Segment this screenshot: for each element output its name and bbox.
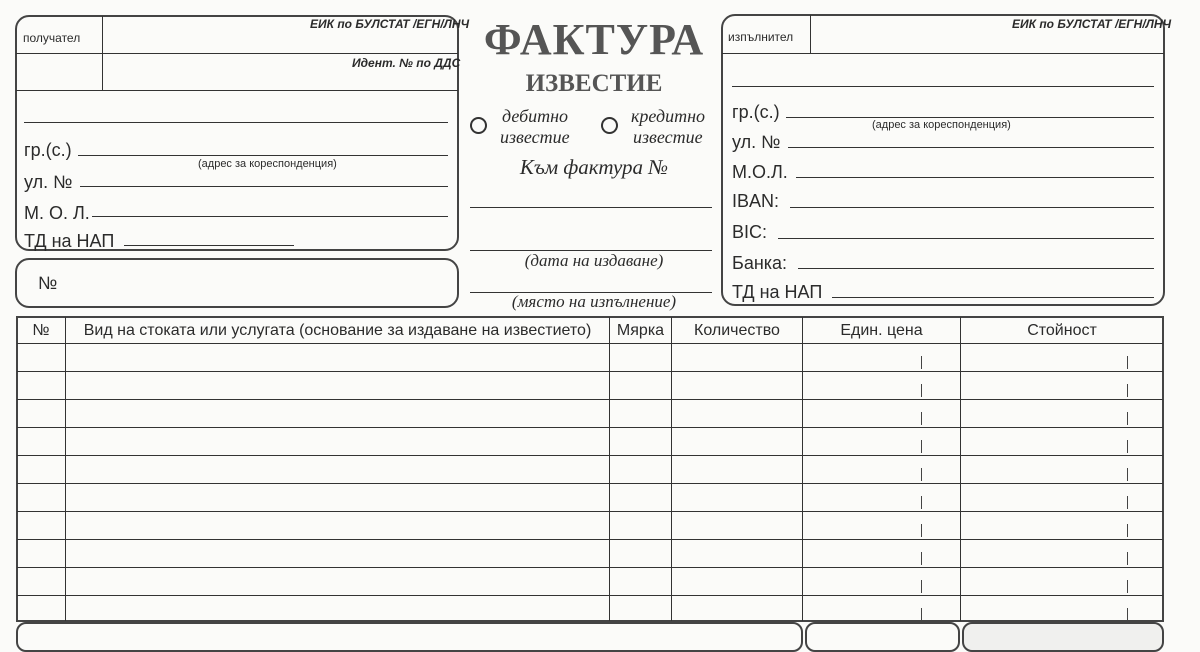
supplier-label: изпълнител	[728, 30, 794, 44]
debit-label-2: известие	[500, 127, 570, 147]
supplier-bic-line[interactable]	[778, 238, 1154, 239]
recipient-city-label: гр.(с.)	[24, 140, 72, 160]
bottom-box-middle	[805, 622, 960, 652]
supplier-name-line[interactable]	[732, 86, 1154, 87]
decimal-tick	[1127, 384, 1128, 397]
supplier-mol-label: М.О.Л.	[732, 162, 788, 182]
table-row[interactable]	[17, 344, 1163, 371]
col-header-quantity: Количество	[694, 322, 780, 339]
supplier-eik-label: ЕИК по БУЛСТАТ /ЕГН/ЛНЧ	[1012, 17, 1172, 31]
table-row[interactable]	[17, 428, 1163, 455]
recipient-city-line[interactable]	[78, 155, 448, 156]
col-header-number: №	[32, 322, 50, 339]
col-header-value: Стойност	[1027, 322, 1097, 339]
issue-date-label: (дата на издаване)	[524, 251, 664, 270]
document-subtitle: ИЗВЕСТИЕ	[525, 70, 663, 97]
recipient-street-line[interactable]	[80, 186, 448, 187]
to-invoice-line[interactable]	[470, 207, 712, 208]
decimal-tick	[921, 580, 922, 593]
supplier-nap-label: ТД на НАП	[732, 282, 823, 302]
supplier-iban-line[interactable]	[790, 207, 1154, 208]
supplier-address-note: (адрес за кореспонденция)	[872, 119, 1011, 131]
number-box[interactable]	[15, 258, 459, 308]
bottom-box-left	[16, 622, 803, 652]
decimal-tick	[921, 384, 922, 397]
number-label: №	[38, 273, 58, 293]
decimal-tick	[921, 356, 922, 369]
decimal-tick	[921, 608, 922, 621]
decimal-tick	[921, 412, 922, 425]
recipient-label: получател	[23, 31, 81, 45]
decimal-tick	[921, 440, 922, 453]
credit-radio[interactable]	[601, 117, 618, 134]
col-header-unit: Мярка	[616, 322, 665, 339]
table-row[interactable]	[17, 484, 1163, 511]
table-row[interactable]	[17, 456, 1163, 483]
recipient-mol-label: М. О. Л.	[24, 203, 90, 223]
supplier-city-line[interactable]	[786, 117, 1154, 118]
decimal-tick	[1127, 608, 1128, 621]
recipient-nap-line[interactable]	[124, 245, 294, 246]
debit-radio[interactable]	[470, 117, 487, 134]
supplier-bic-label: BIC:	[732, 222, 768, 242]
recipient-mol-line[interactable]	[92, 216, 448, 217]
decimal-tick	[1127, 440, 1128, 453]
decimal-tick	[921, 468, 922, 481]
col-header-description: Вид на стоката или услугата (основание за издаване на известието)	[83, 322, 592, 339]
table-row[interactable]	[17, 372, 1163, 399]
decimal-tick	[1127, 356, 1128, 369]
recipient-nap-label: ТД на НАП	[24, 231, 115, 251]
decimal-tick	[1127, 524, 1128, 537]
supplier-box	[721, 14, 1165, 306]
supplier-street-line[interactable]	[788, 147, 1154, 148]
recipient-name-line[interactable]	[24, 122, 448, 123]
table-row[interactable]	[17, 400, 1163, 427]
table-row[interactable]	[17, 540, 1163, 567]
table-row[interactable]	[17, 568, 1163, 595]
supplier-iban-label: IBAN:	[732, 191, 780, 211]
to-invoice-label: Към фактура №	[519, 155, 669, 179]
credit-label-1: кредитно	[631, 106, 705, 126]
table-row[interactable]	[17, 596, 1163, 621]
decimal-tick	[1127, 580, 1128, 593]
decimal-tick	[921, 524, 922, 537]
recipient-street-label: ул. №	[24, 172, 73, 192]
credit-label-2: известие	[633, 127, 703, 147]
document-title: ФАКТУРА	[483, 15, 705, 64]
supplier-bank-label: Банка:	[732, 253, 788, 273]
decimal-tick	[1127, 412, 1128, 425]
decimal-tick	[921, 496, 922, 509]
decimal-tick	[1127, 552, 1128, 565]
recipient-address-note: (адрес за кореспонденция)	[198, 158, 337, 170]
supplier-bank-line[interactable]	[798, 268, 1154, 269]
decimal-tick	[1127, 468, 1128, 481]
debit-label-1: дебитно	[502, 106, 569, 126]
table-row[interactable]	[17, 512, 1163, 539]
supplier-mol-line[interactable]	[796, 177, 1154, 178]
recipient-eik-label: ЕИК по БУЛСТАТ /ЕГН/ЛНЧ	[310, 17, 470, 31]
place-label: (място на изпълнение)	[511, 292, 677, 311]
supplier-street-label: ул. №	[732, 132, 781, 152]
bottom-box-right	[962, 622, 1164, 652]
col-header-unit-price: Един. цена	[840, 322, 923, 339]
supplier-nap-line[interactable]	[832, 297, 1154, 298]
recipient-vat-label: Идент. № по ДДС	[352, 56, 461, 70]
decimal-tick	[921, 552, 922, 565]
supplier-city-label: гр.(с.)	[732, 102, 780, 122]
decimal-tick	[1127, 496, 1128, 509]
